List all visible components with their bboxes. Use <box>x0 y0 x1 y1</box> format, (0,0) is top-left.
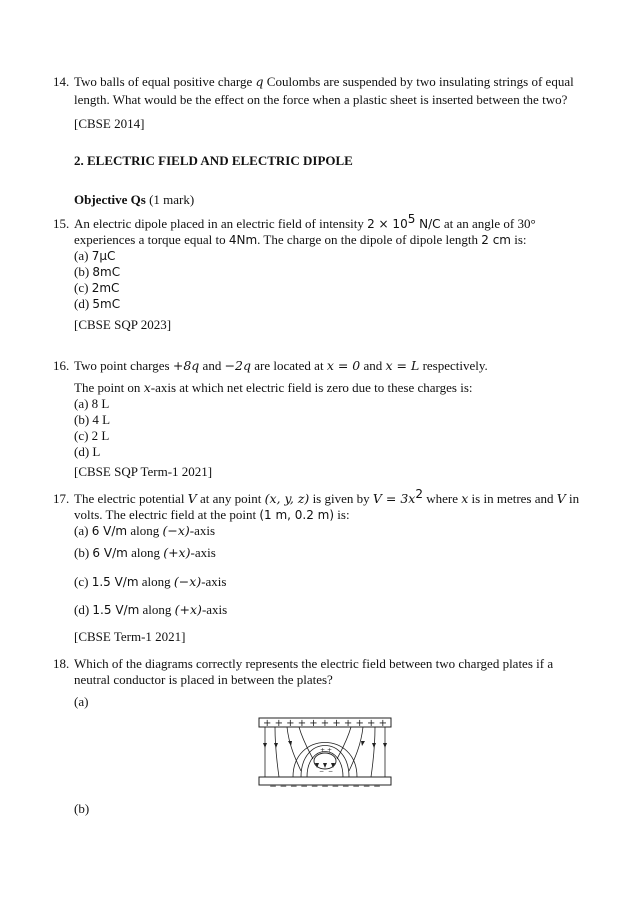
question-17-option-a: (a) 6 V/m along (−x)-axis <box>74 523 216 538</box>
question-15-option-c: (c) 2mC <box>74 280 120 295</box>
question-18-line-2: neutral conductor is placed in between the plates? <box>74 672 333 687</box>
question-16-option-d: (d) L <box>74 444 101 459</box>
question-15-line-2: experiences a torque equal to 4Nm. The charge on the dipole of dipole length 2 cm is: <box>74 232 527 247</box>
question-18-option-b-label: (b) <box>74 801 90 816</box>
question-17-source: [CBSE Term-1 2021] <box>74 629 186 644</box>
question-16-option-c: (c) 2 L <box>74 428 110 443</box>
question-17-line-2: volts. The electric field at the point (1 m, 0.2 m) is: <box>74 507 350 522</box>
objective-heading: Objective Qs (1 mark) <box>74 192 195 207</box>
svg-text:−: − <box>328 768 334 775</box>
question-17-option-b: (b) 6 V/m along (+x)-axis <box>74 545 216 560</box>
question-16-source: [CBSE SQP Term-1 2021] <box>74 464 213 479</box>
question-15-option-d: (d) 5mC <box>74 296 121 311</box>
positive-plate-signs: + + + + + + + + + + + <box>263 718 387 729</box>
question-17-number: 17. <box>53 491 70 506</box>
field-diagram-a <box>257 713 393 791</box>
question-16-line-2: The point on x-axis at which net electric field is zero due to these charges is: <box>74 380 473 395</box>
question-18-line-1: Which of the diagrams correctly represents the electric field between two charged plates if a <box>74 656 554 671</box>
question-14-source: [CBSE 2014] <box>74 116 145 131</box>
question-16-option-a: (a) 8 L <box>74 396 110 411</box>
svg-text:−: − <box>319 768 325 775</box>
question-18-number: 18. <box>53 656 70 671</box>
question-14-line-1: Two balls of equal positive charge q Coulombs are suspended by two insulating strings of equal <box>74 74 574 89</box>
question-14-line-2: length. What would be the effect on the force when a plastic sheet is inserted between the two? <box>74 92 568 107</box>
field-arrows <box>263 741 387 768</box>
question-15-line-1: An electric dipole placed in an electric field of intensity $2 \times 10^5$ N/C at an angle of 30° <box>74 212 536 231</box>
question-15-option-a: (a) 7μC <box>74 248 116 263</box>
question-15-number: 15. <box>53 216 70 231</box>
svg-text:+: + <box>327 747 333 754</box>
svg-text:+: + <box>320 747 326 754</box>
question-17-option-c: (c) 1.5 V/m along (−x)-axis <box>74 574 227 589</box>
question-17-line-1: The electric potential V at any point (x, y, z) is given by $V = 3x^2$ where x is in metres and V in <box>74 487 580 506</box>
section-heading: 2. ELECTRIC FIELD AND ELECTRIC DIPOLE <box>74 153 353 168</box>
question-15-source: [CBSE SQP 2023] <box>74 317 172 332</box>
question-18-option-a-label: (a) <box>74 694 89 709</box>
question-16-line-1: Two point charges +8q and −2q are located at x = 0 and x = L respectively. <box>74 358 488 373</box>
question-14-number: 14. <box>53 74 70 89</box>
question-16-option-b: (b) 4 L <box>74 412 111 427</box>
question-16-number: 16. <box>53 358 70 373</box>
negative-plate-signs: − − − − − − − − − − − <box>269 782 381 791</box>
question-17-option-d: (d) 1.5 V/m along (+x)-axis <box>74 602 228 617</box>
question-15-option-b: (b) 8mC <box>74 264 121 279</box>
